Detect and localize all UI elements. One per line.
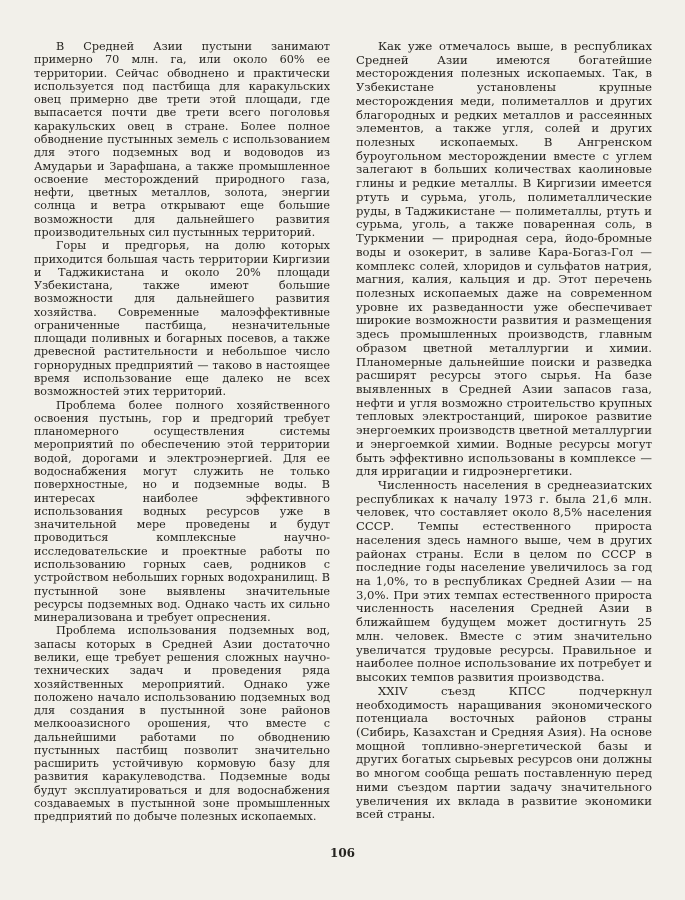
paragraph: Проблема использования подземных вод, запасы которых в Средней Азии достаточно велики, еще требует решения сложных научно-технических задач и проведения ряда хозяйственных мероприятий. Однако уже положено начало использованию подземных вод для создания в пустынной зоне районов мелкооазисного орошения, что вместе с дальнейшими работами по обводнению пустынных пастбищ позволит значительно расширить устойчивую кормовую базу для развития каракулеводства. Подземные воды будут эксплуатироваться и для водоснабжения создаваемых в пустынной зоне промышленных предприятий по добыче полезных ископаемых. [34, 624, 330, 824]
paragraph: XXIV съезд КПСС подчеркнул необходимость наращивания экономического потенциала восточных районов страны (Сибирь, Казахстан и Средняя Азия). На основе мощной топливно-энергетической базы и других богатых сырьевых ресурсов они должны во многом сообща решать поставленную перед ними съездом партии задачу значительного увеличения их вклада в развитие экономики всей страны. [356, 683, 652, 822]
paragraph: Горы и предгорья, на долю которых приходится большая часть территории Киргизии и Таджикистана и около 20% площади Узбекистана, также имеют большие возможности для дальнейшего развития хозяйства. Современные малоэффективные ограниченные пастбища, незначительные площади поливных и богарных посевов, а также древесной растительности и небольшое число горнорудных предприятий — таково в настоящее время использование еще далеко не всех возможностей этих территорий. [34, 239, 330, 399]
left-column [34, 40, 330, 840]
right-column [356, 40, 652, 840]
paragraph: Проблема более полного хозяйственного освоения пустынь, гор и предгорий требует планомерного осуществления системы мероприятий по обеспечению этой территории водой, дорогами и электроэнергией. Для ее водоснабжения могут служить не только поверхностные, но и подземные воды. В интересах наиболее эффективного использования водных ресурсов уже в значительной мере проведены и будут проводиться комплексные научно-исследовательские и проектные работы по использованию горных саев, родников с устройством небольших горных водохранилищ. В пустынной зоне выявлены значительные ресурсы подземных вод. Однако часть их сильно минерализована и требует опреснения. [34, 398, 330, 625]
paragraph: Численность населения в среднеазиатских республиках к началу 1973 г. была 21,6 млн. человек, что составляет около 8,5% населения СССР. Темпы естественного прироста населения здесь намного выше, чем в других районах страны. Если в целом по СССР в последние годы население увеличилось за год на 1,0%, то в республиках Средней Азии — на 3,0%. При этих темпах естественного прироста численность населения Средней Азии в ближайшем будущем может достигнуть 25 млн. человек. Вместе с этим значительно увеличатся трудовые ресурсы. Правильное и наиболее полное использование их потребует и высоких темпов развития производства. [356, 478, 652, 685]
paragraph: В Средней Азии пустыни занимают примерно 70 млн. га, или около 60% ее территории. Сейчас обводнено и практически используется под пастбища для каракульских овец примерно две трети этой площади, где выпасается почти две трети всего поголовья каракульских овец в стране. Более полное обводнение пустынных земель с использованием для этого подземных вод и водоводов из Амударьи и Зарафшана, а также промышленное освоение месторождений природного газа, нефти, цветных металлов, золота, энергии солнца и ветра открывают еще большие возможности для дальнейшего развития производительных сил пустынных территорий. [34, 40, 330, 239]
page-number: 106 [329, 846, 356, 860]
paragraph: Как уже отмечалось выше, в республиках Средней Азии имеются богатейшие месторождения полезных ископаемых. Так, в Узбекистане установлены крупные месторождения меди, полиметаллов и других благородных и редких металлов и рассеянных элементов, а также угля, солей и других полезных ископаемых. В Ангренском буроугольном месторождении вместе с углем залегают в больших количествах каолиновые глины и редкие металлы. В Киргизии имеется ртуть и сурьма, уголь, полиметаллические руды, в Таджикистане — полиметаллы, ртуть и сурьма, уголь, а также поваренная соль, в Туркмении — природная сера, йодо-бромные воды и озокерит, в заливе Кара-Богаз-Гол — комплекс солей, хлоридов и сульфатов натрия, магния, калия, кальция и др. Этот перечень полезных ископаемых даже на современном уровне их разведанности уже обеспечивает широкие возможности развития и размещения здесь промышленных производств, главным образом цветной металлургии и химии. Планомерные дальнейшие поиски и разведка расширят ресурсы этого сырья. На базе выявленных в Средней Азии запасов газа, нефти и угля возможно строительство крупных тепловых электростанций, широкое развитие энергоемких производств цветной металлургии и энергоемкой химии. Водные ресурсы могут быть эффективно использованы в комплексе — для ирригации и гидроэнергетики. [356, 40, 652, 479]
